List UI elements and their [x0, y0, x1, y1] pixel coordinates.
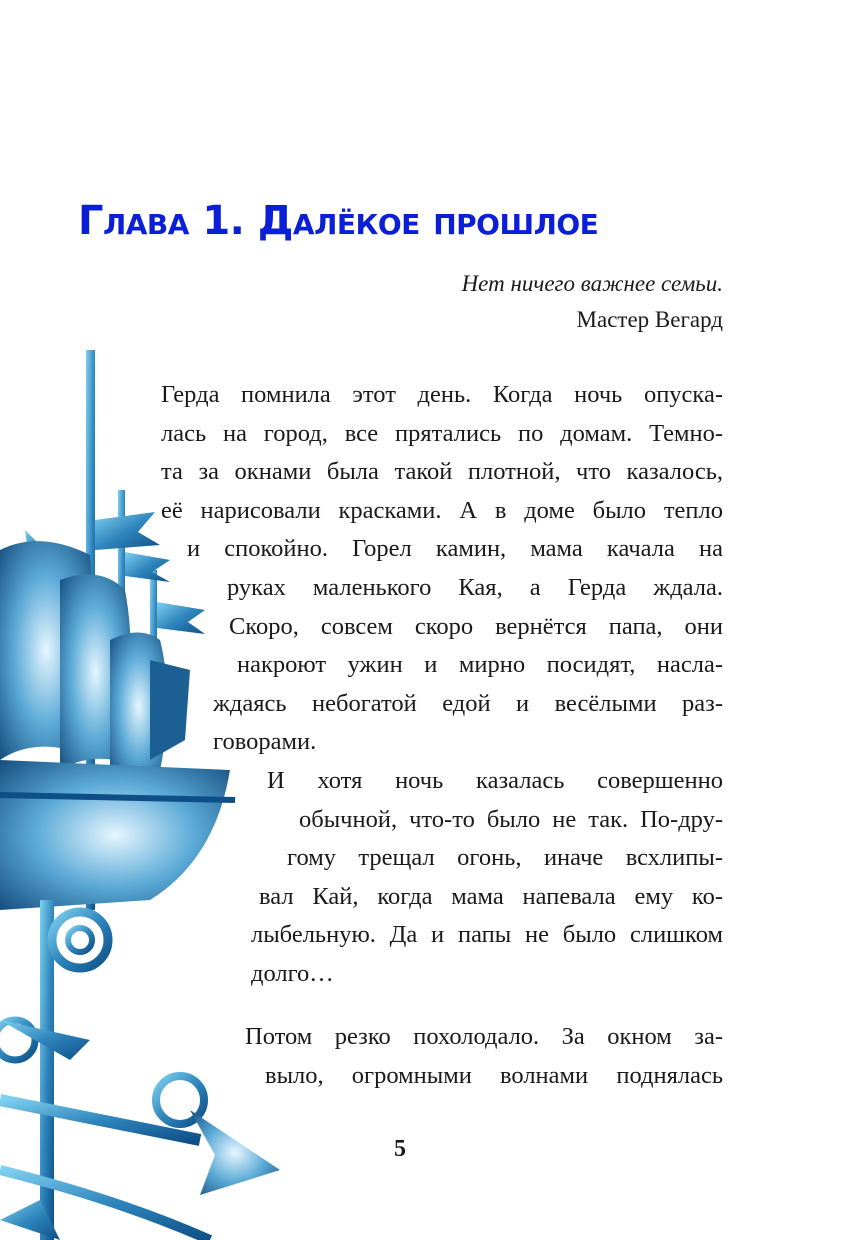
paragraph-1 — [161, 376, 723, 762]
text-line: Скоро, совсем скоро вернётся папа, они — [229, 612, 723, 640]
text-line: её нарисовали красками. А в доме было тепло — [161, 496, 723, 524]
text-line: Потом резко похолодало. За окном за- — [245, 1023, 723, 1050]
paragraph-3 — [161, 1018, 723, 1095]
text-line: накроют ужин и мирно посидят, насла- — [237, 651, 723, 679]
text-line: руках маленького Кая, а Герда ждала. — [227, 573, 723, 601]
text-line: говорами. — [213, 728, 317, 756]
text-line: вал Кай, когда мама напевала ему ко- — [259, 882, 723, 910]
epigraph-quote: Нет ничего важнее семьи. — [461, 271, 723, 296]
epigraph-author: Мастер Вегард — [576, 307, 723, 332]
text-line: Герда помнила этот день. Когда ночь опуска- — [161, 381, 723, 408]
text-line: лась на город, все прятались по домам. Темно- — [161, 419, 723, 447]
text-line: гому трещал огонь, иначе всхлипы- — [287, 844, 723, 872]
epigraph — [462, 266, 723, 338]
chapter-title: Глава 1. Далёкое прошлое — [78, 198, 599, 244]
text-line: обычной, что-то было не так. По-дру- — [299, 805, 723, 833]
text-line: И хотя ночь казалась совершенно — [267, 767, 723, 794]
text-line: лыбельную. Да и папы не было слишком — [251, 921, 723, 949]
text-line: долго… — [251, 959, 334, 987]
text-line: та за окнами была такой плотной, что казалось, — [161, 458, 723, 486]
paragraph-2 — [161, 762, 723, 994]
text-line: и спокойно. Горел камин, мама качала на — [187, 535, 723, 563]
page-number: 5 — [394, 1136, 406, 1162]
text-line: ждаясь небогатой едой и весёлыми раз- — [213, 689, 723, 717]
text-line: выло, огромными волнами поднялась — [265, 1061, 723, 1089]
